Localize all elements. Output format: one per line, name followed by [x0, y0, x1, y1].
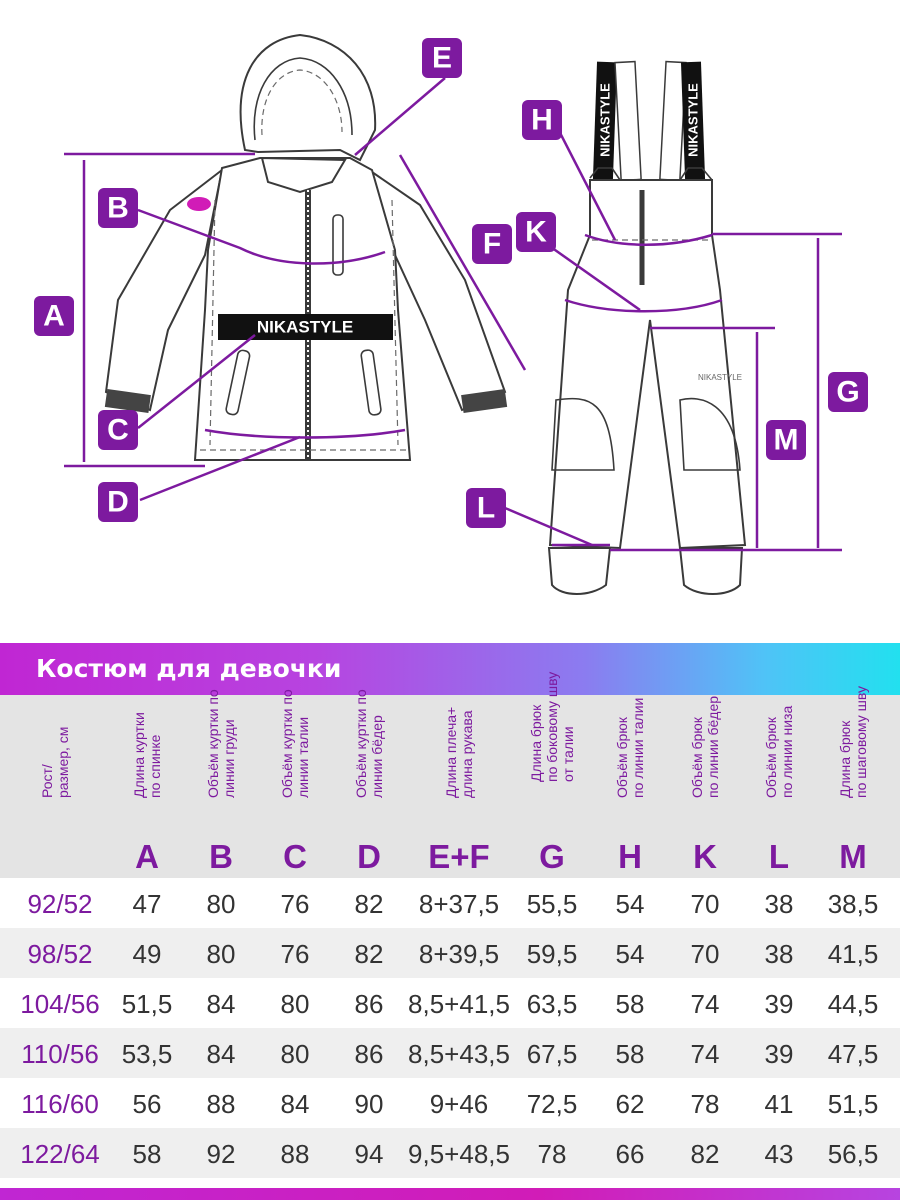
cell-M: 56,5	[827, 1139, 879, 1169]
header-letter: C	[283, 838, 307, 875]
header-letter: E+F	[428, 838, 490, 875]
cell-G: 55,5	[526, 889, 578, 919]
svg-text:H: H	[531, 103, 553, 137]
cell-H: 66	[615, 1139, 645, 1169]
cell-A: 51,5	[121, 989, 173, 1019]
cell-G: 78	[537, 1139, 567, 1169]
cell-EF: 9+46	[429, 1089, 489, 1119]
header-label: Длина брюк по шаговому шву	[837, 686, 869, 798]
header-label: Объём куртки по линии груди	[205, 689, 237, 798]
cell-C: 80	[280, 1039, 310, 1069]
label-H	[522, 100, 562, 140]
cell-size: 122/64	[20, 1139, 100, 1169]
header-letter: L	[768, 838, 790, 875]
cell-L: 39	[764, 1039, 794, 1069]
header-K	[668, 695, 742, 878]
cell-B: 84	[206, 989, 236, 1019]
svg-text:K: K	[525, 215, 547, 249]
table-row	[0, 1028, 900, 1078]
header-H	[592, 695, 668, 878]
cell-size: 116/60	[21, 1089, 99, 1119]
cell-L: 41	[764, 1089, 794, 1119]
cell-C: 88	[280, 1139, 310, 1169]
header-label: Длина куртки по спинке	[131, 712, 163, 798]
header-label: Объём куртки по линии бёдер	[353, 689, 385, 798]
cell-M: 47,5	[827, 1039, 879, 1069]
cell-D: 82	[354, 939, 384, 969]
header-D	[332, 689, 406, 878]
header-label: Объём брюк по линии бёдер	[689, 695, 721, 798]
table-row	[0, 1128, 900, 1178]
header-label: Длина брюк по боковому шву от талии	[528, 671, 576, 782]
table-row	[0, 1078, 900, 1128]
header-label: Объём брюк по линии талии	[614, 697, 646, 798]
cell-C: 76	[280, 889, 310, 919]
cell-L: 38	[764, 889, 794, 919]
svg-text:L: L	[476, 491, 496, 525]
header-G	[512, 671, 592, 878]
cell-size: 92/52	[27, 889, 93, 919]
cell-C: 80	[280, 989, 310, 1019]
cell-A: 53,5	[121, 1039, 173, 1069]
table-row	[0, 978, 900, 1028]
strap-logo-right: NIKASTYLE	[685, 83, 701, 157]
header-M	[816, 686, 890, 878]
label-K	[516, 212, 556, 252]
cell-L: 38	[764, 939, 794, 969]
header-letter: K	[693, 838, 717, 875]
cell-B: 80	[206, 939, 236, 969]
cell-A: 56	[132, 1089, 162, 1119]
cell-C: 84	[280, 1089, 310, 1119]
label-B	[98, 188, 138, 228]
cell-D: 86	[354, 989, 384, 1019]
svg-text:G: G	[836, 375, 860, 409]
label-M	[766, 420, 806, 460]
cell-G: 67,5	[526, 1039, 578, 1069]
table-body	[0, 878, 900, 1178]
header-letter: A	[135, 838, 159, 875]
header-letter: D	[357, 838, 381, 875]
cell-C: 76	[280, 939, 310, 969]
header-label: Рост/ размер, см	[39, 726, 71, 798]
cell-H: 54	[615, 889, 645, 919]
cell-M: 38,5	[827, 889, 879, 919]
header-A	[110, 695, 184, 878]
svg-text:A: A	[43, 299, 65, 333]
cell-EF: 8+39,5	[418, 939, 500, 969]
table-title: Костюм для девочки	[36, 654, 342, 683]
cell-D: 82	[354, 889, 384, 919]
label-E	[422, 38, 462, 78]
cell-A: 47	[132, 889, 162, 919]
cell-K: 82	[690, 1139, 720, 1169]
belt-logo: NIKASTYLE	[256, 317, 354, 337]
cell-H: 54	[615, 939, 645, 969]
bottom-accent-bar	[0, 1188, 900, 1200]
cell-L: 39	[764, 989, 794, 1019]
cell-K: 74	[690, 1039, 720, 1069]
table-row	[0, 928, 900, 978]
header-label: Объём брюк по линии низа	[763, 705, 795, 798]
header-B	[184, 689, 258, 878]
svg-text:E: E	[431, 41, 453, 75]
svg-text:F: F	[482, 227, 502, 261]
cell-K: 70	[690, 939, 720, 969]
header-letter: G	[539, 838, 565, 875]
label-L	[466, 488, 506, 528]
cell-B: 88	[206, 1089, 236, 1119]
cell-EF: 8+37,5	[418, 889, 500, 919]
cell-G: 72,5	[526, 1089, 578, 1119]
svg-text:M: M	[773, 423, 799, 457]
cell-D: 94	[354, 1139, 384, 1169]
cell-H: 58	[615, 989, 645, 1019]
cell-M: 41,5	[827, 939, 879, 969]
cell-A: 58	[132, 1139, 162, 1169]
cell-EF: 8,5+41,5	[408, 989, 510, 1019]
pants-logo: NIKASTYLE	[697, 373, 743, 382]
header-label: Объём куртки по линии талии	[279, 689, 311, 798]
cell-G: 63,5	[526, 989, 578, 1019]
label-F	[472, 224, 512, 264]
cell-size: 110/56	[21, 1039, 99, 1069]
table-header	[0, 671, 900, 878]
cell-K: 70	[690, 889, 720, 919]
cell-A: 49	[132, 939, 162, 969]
cell-H: 58	[615, 1039, 645, 1069]
cell-M: 51,5	[827, 1089, 879, 1119]
cell-B: 80	[206, 889, 236, 919]
cell-B: 84	[206, 1039, 236, 1069]
svg-text:D: D	[107, 485, 129, 519]
label-G	[828, 372, 868, 412]
table-row	[0, 878, 900, 928]
header-L	[742, 695, 816, 878]
cell-K: 74	[690, 989, 720, 1019]
cell-K: 78	[690, 1089, 720, 1119]
cell-D: 86	[354, 1039, 384, 1069]
cell-B: 92	[206, 1139, 236, 1169]
header-EF	[406, 695, 512, 878]
cell-size: 104/56	[20, 989, 100, 1019]
label-C	[98, 410, 138, 450]
header-size	[0, 695, 110, 878]
cell-L: 43	[764, 1139, 794, 1169]
jacket-drawing	[105, 35, 507, 460]
header-label: Длина плеча+ длина рукава	[443, 706, 475, 798]
header-letter: B	[209, 838, 233, 875]
header-letter: M	[839, 838, 867, 875]
header-letter: H	[618, 838, 642, 875]
cell-H: 62	[615, 1089, 645, 1119]
label-D	[98, 482, 138, 522]
strap-logo-left: NIKASTYLE	[597, 83, 613, 157]
cell-M: 44,5	[827, 989, 879, 1019]
cell-EF: 9,5+48,5	[408, 1139, 510, 1169]
svg-text:C: C	[107, 413, 129, 447]
cell-size: 98/52	[27, 939, 93, 969]
svg-text:B: B	[107, 191, 129, 225]
cell-D: 90	[354, 1089, 384, 1119]
label-A	[34, 296, 74, 336]
header-C	[258, 689, 332, 878]
cell-G: 59,5	[526, 939, 578, 969]
cell-EF: 8,5+43,5	[408, 1039, 510, 1069]
